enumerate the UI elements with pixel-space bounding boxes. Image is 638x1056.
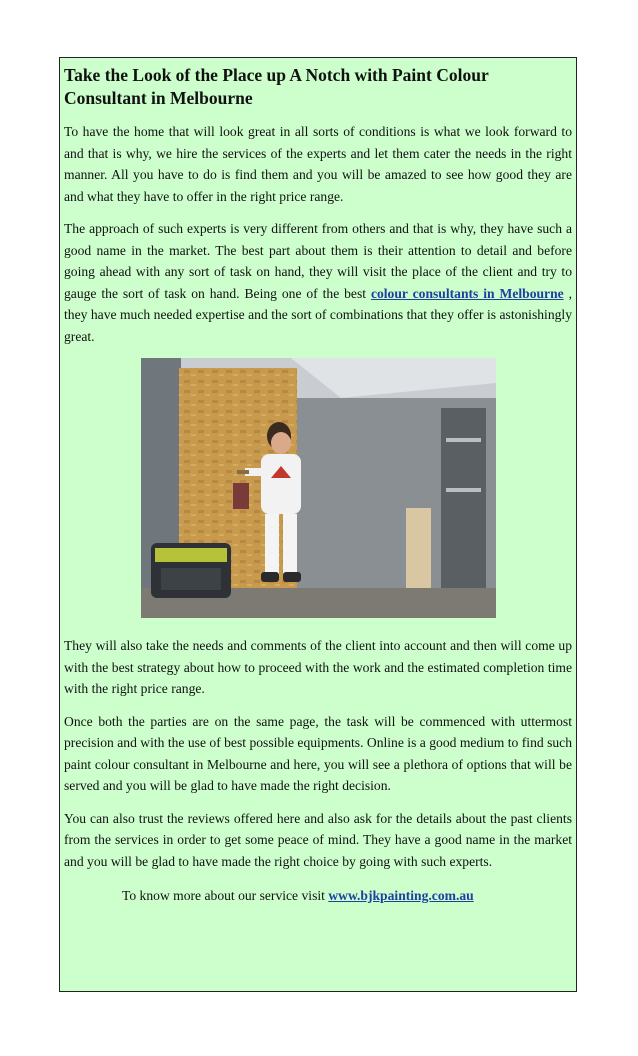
paragraph-5: You can also trust the reviews offered here and also ask for the details about the past clients from the services in order to get some peace of mind. They have a good name in the market and you will be glad to have made the right choice by going with such experts. <box>64 810 572 869</box>
paragraph-4: Once both the parties are on the same page, the task will be commenced with uttermost precision and with the use of best possible equipments. Online is a good medium to find such paint colour consultant in Melbourne and here, you will see a plethora of options that will be served and you will be glad to have made the right decision. <box>64 713 572 793</box>
website-link[interactable]: www.bjkpainting.com.au <box>328 888 474 903</box>
footer-text: To know more about our service visit <box>122 888 329 903</box>
document-page <box>59 57 577 992</box>
paragraph-2 <box>64 218 572 347</box>
paragraph-2-text-after: , they have much needed expertise and the sort of combinations that they offer is astonishingly great. <box>64 285 572 344</box>
paragraph-1: To have the home that will look great in all sorts of conditions is what we look forward to and that is why, we hire the services of the experts and let them cater the needs in the right manner. All you have to do is find them and you will be amazed to see how good they are and what they have to offer in the right price range. <box>64 124 572 204</box>
footer-call-to-action <box>64 886 572 906</box>
paragraph-3: They will also take the needs and comments of the client into account and then will come up with the best strategy about how to proceed with the work and the estimated completion time with the right price range. <box>64 638 572 696</box>
paragraph-2-text-before: The approach of such experts is very different from others and that is why, they have such a good name in the market. The best part about them is their attention to detail and before going ahead with any sort of task on hand, they will visit the place of the client and try to gauge the sort of task on hand. Being one of the best <box>64 221 572 301</box>
colour-consultants-link[interactable]: colour consultants in Melbourne <box>370 285 564 301</box>
document-title: Take the Look of the Place up A Notch with Paint Colour Consultant in Melbourne <box>64 65 489 108</box>
painter-photo <box>141 358 496 618</box>
